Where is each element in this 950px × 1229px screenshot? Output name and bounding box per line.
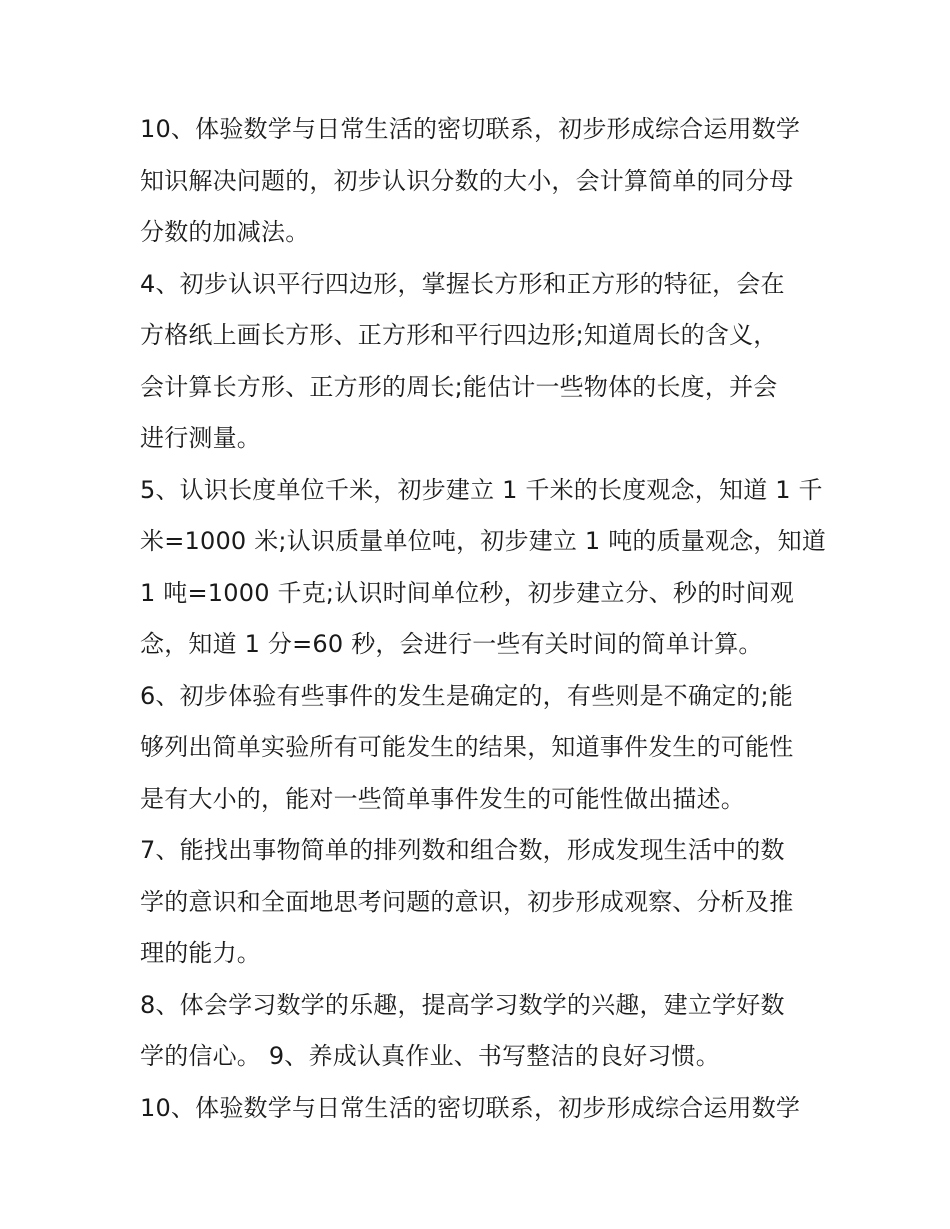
text-line: 10、体验数学与日常生活的密切联系，初步形成综合运用数学 xyxy=(140,115,801,143)
text-line: 是有大小的，能对一些简单事件发生的可能性做出描述。 xyxy=(140,784,745,813)
text-line: 学的意识和全面地思考问题的意识，初步形成观察、分析及推 xyxy=(140,887,794,916)
text-line: 7、能找出事物简单的排列数和组合数，形成发现生活中的数 xyxy=(140,836,785,864)
document-body xyxy=(140,104,827,1134)
paragraph-item-10 xyxy=(140,104,820,259)
text-line: 米=1000 米;认识质量单位吨，初步建立 1 吨的质量观念，知道 xyxy=(140,527,827,555)
paragraph-item-5 xyxy=(140,465,827,671)
text-line: 念，知道 1 分=60 秒，会进行一些有关时间的简单计算。 xyxy=(140,630,763,658)
text-line: 1 吨=1000 千克;认识时间单位秒，初步建立分、秒的时间观 xyxy=(140,578,794,607)
paragraph-item-4 xyxy=(140,259,820,465)
text-line: 分数的加减法。 xyxy=(140,218,310,246)
text-line: 6、初步体验有些事件的发生是确定的，有些则是不确定的;能 xyxy=(140,681,793,710)
text-line: 方格纸上画长方形、正方形和平行四边形;知道周长的含义， xyxy=(140,321,778,349)
paragraph-item-10-repeat xyxy=(140,1083,820,1135)
text-line: 会计算长方形、正方形的周长;能估计一些物体的长度，并会 xyxy=(140,372,778,401)
paragraph-item-6 xyxy=(140,671,820,826)
paragraph-item-8 xyxy=(140,980,820,1083)
text-line: 8、体会学习数学的乐趣，提高学习数学的兴趣，建立学好数 xyxy=(140,990,785,1019)
text-line: 10、体验数学与日常生活的密切联系，初步形成综合运用数学 xyxy=(140,1093,801,1122)
text-line: 进行测量。 xyxy=(140,424,261,452)
text-line: 5、认识长度单位千米，初步建立 1 千米的长度观念，知道 1 千 xyxy=(140,475,823,504)
paragraph-item-7 xyxy=(140,825,820,980)
text-line: 理的能力。 xyxy=(140,939,261,967)
text-line: 4、初步认识平行四边形，掌握长方形和正方形的特征，会在 xyxy=(140,269,785,298)
text-line: 学的信心。 9、养成认真作业、书写整洁的良好习惯。 xyxy=(140,1042,720,1070)
text-line: 知识解决问题的，初步认识分数的大小，会计算简单的同分母 xyxy=(140,166,794,195)
text-line: 够列出简单实验所有可能发生的结果，知道事件发生的可能性 xyxy=(140,733,794,761)
